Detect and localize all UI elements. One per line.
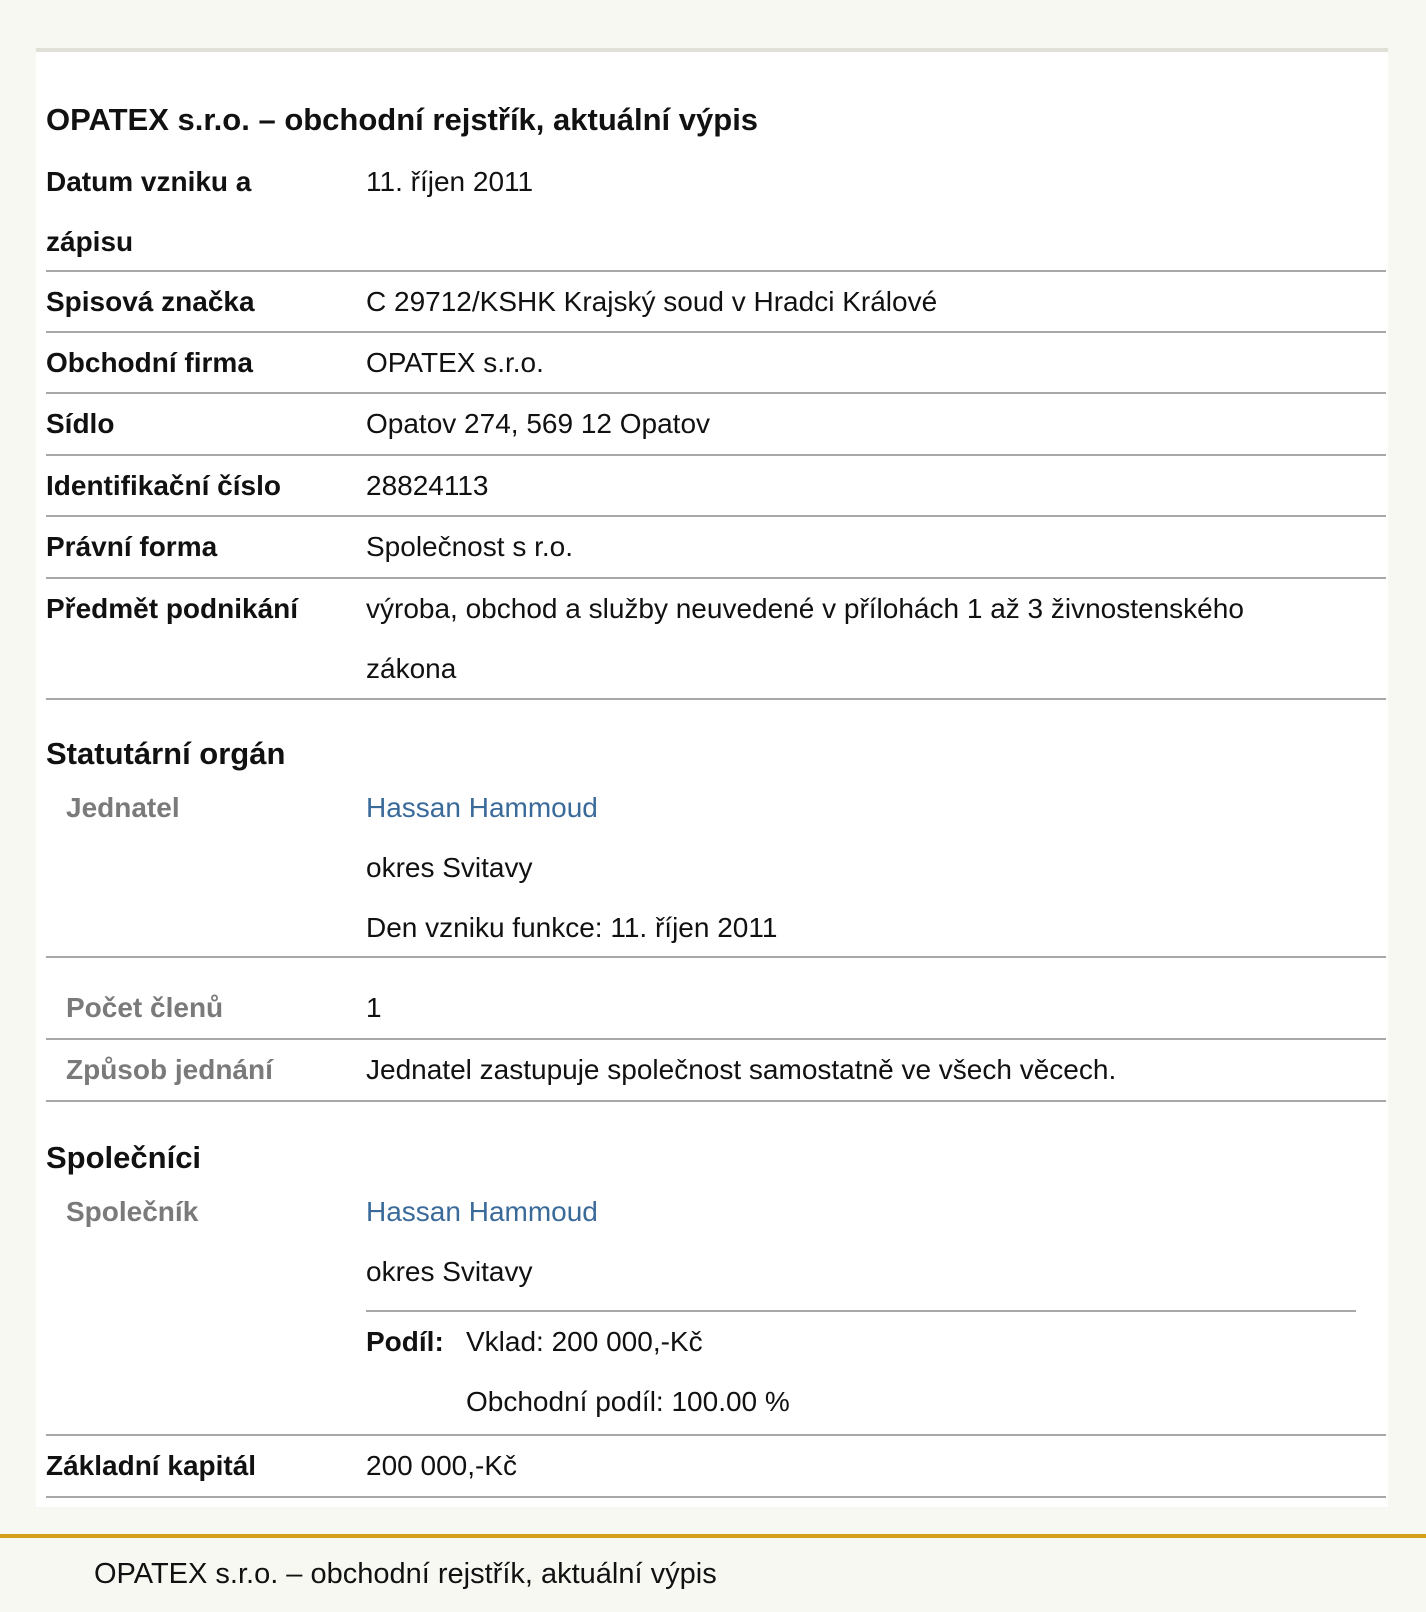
spolecnik-okres: okres Svitavy <box>366 1256 533 1287</box>
label-datum-vzniku-line1: Datum vzniku a <box>46 166 252 197</box>
value-identifikacni-cislo: 28824113 <box>366 470 489 501</box>
label-datum-vzniku <box>46 152 346 272</box>
value-jednatel <box>366 778 1386 958</box>
label-obchodni-firma: Obchodní firma <box>46 347 253 378</box>
row-sidlo <box>46 394 1386 456</box>
row-spolecnik <box>46 1182 1386 1436</box>
row-predmet-podnikani <box>46 579 1386 700</box>
row-obchodni-firma <box>46 333 1386 394</box>
podil-label: Podíl: <box>366 1326 444 1357</box>
value-pravni-forma: Společnost s r.o. <box>366 531 574 562</box>
row-pravni-forma <box>46 517 1386 579</box>
label-spisova-znacka: Spisová značka <box>46 286 255 317</box>
register-card <box>36 48 1388 1507</box>
value-predmet-podnikani-line2: zákona <box>366 653 457 684</box>
value-pocet-clenu: 1 <box>366 992 382 1023</box>
podil-vklad: Vklad: 200 000,-Kč <box>466 1326 703 1357</box>
footer-title: OPATEX s.r.o. – obchodní rejstřík, aktuální výpis <box>94 1558 717 1590</box>
podil-values <box>466 1312 790 1432</box>
value-sidlo: Opatov 274, 569 12 Opatov <box>366 408 711 439</box>
label-zpusob-jednani: Způsob jednání <box>66 1054 273 1085</box>
value-zakladni-kapital: 200 000,-Kč <box>366 1450 517 1481</box>
spolecnik-podil <box>366 1310 1356 1434</box>
row-identifikacni-cislo <box>46 456 1386 517</box>
value-spisova-znacka: C 29712/KSHK Krajský soud v Hradci Králové <box>366 286 938 317</box>
spolecnik-name-link[interactable]: Hassan Hammoud <box>366 1196 598 1227</box>
podil-obchodni-podil: Obchodní podíl: 100.00 % <box>466 1386 790 1417</box>
row-zpusob-jednani <box>46 1040 1386 1102</box>
page-title: OPATEX s.r.o. – obchodní rejstřík, aktuální výpis <box>46 102 759 137</box>
label-datum-vzniku-line2: zápisu <box>46 226 134 257</box>
page-footer <box>0 1534 1426 1612</box>
label-zakladni-kapital: Základní kapitál <box>46 1450 257 1481</box>
jednatel-name-link[interactable]: Hassan Hammoud <box>366 792 598 823</box>
row-pocet-clenu <box>46 958 1386 1040</box>
value-predmet-podnikani <box>366 579 1386 699</box>
value-predmet-podnikani-line1: výroba, obchod a služby neuvedené v přílohách 1 až 3 živnostenského <box>366 593 1244 624</box>
value-datum-vzniku: 11. říjen 2011 <box>366 166 534 197</box>
section-heading-spolecnici: Společníci <box>46 1140 202 1175</box>
label-pravni-forma: Právní forma <box>46 531 218 562</box>
row-datum-vzniku <box>46 152 1386 272</box>
row-jednatel <box>46 778 1386 958</box>
value-zpusob-jednani: Jednatel zastupuje společnost samostatně ve všech věcech. <box>366 1054 1117 1085</box>
row-spisova-znacka <box>46 272 1386 333</box>
label-pocet-clenu: Počet členů <box>66 992 224 1023</box>
label-identifikacni-cislo: Identifikační číslo <box>46 470 281 501</box>
jednatel-okres: okres Svitavy <box>366 852 533 883</box>
label-spolecnik: Společník <box>66 1196 199 1227</box>
value-spolecnik <box>366 1182 1386 1302</box>
value-obchodni-firma: OPATEX s.r.o. <box>366 347 544 378</box>
label-predmet-podnikani: Předmět podnikání <box>46 593 299 624</box>
section-heading-statutarni-organ: Statutární orgán <box>46 736 286 771</box>
jednatel-den-vzniku: Den vzniku funkce: 11. říjen 2011 <box>366 912 778 943</box>
label-sidlo: Sídlo <box>46 408 115 439</box>
row-zakladni-kapital <box>46 1436 1386 1498</box>
label-jednatel: Jednatel <box>66 792 180 823</box>
